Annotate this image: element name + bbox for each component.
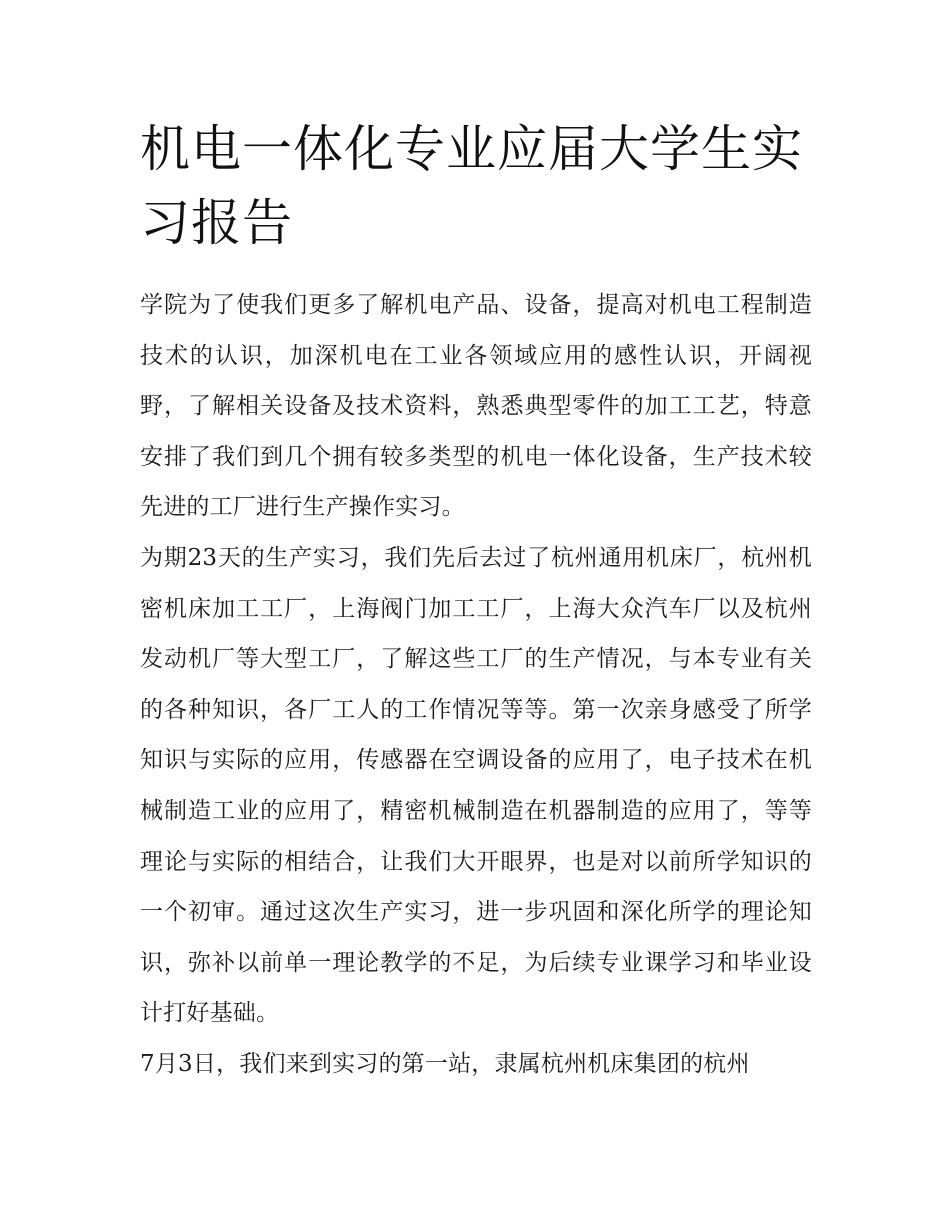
document-body (140, 280, 812, 1090)
paragraph-internship-overview: 为期23天的生产实习，我们先后去过了杭州通用机床厂，杭州机密机床加工工厂，上海阀门加工工厂，上海大众汽车厂以及杭州发动机厂等大型工厂，了解这些工厂的生产情况，与本专业有关的各种知识，各厂工人的工作情况等等。第一次亲身感受了所学知识与实际的应用，传感器在空调设备的应用了，电子技术在机械制造工业的应用了，精密机械制造在机器制造的应用了，等等理论与实际的相结合，让我们大开眼界，也是对以前所学知识的一个初审。通过这次生产实习，进一步巩固和深化所学的理论知识，弥补以前单一理论教学的不足，为后续专业课学习和毕业设计打好基础。 (140, 544, 812, 1027)
paragraph-first-stop: 7月3日，我们来到实习的第一站，隶属杭州机床集团的杭州 (140, 1050, 750, 1077)
paragraph-intro: 学院为了使我们更多了解机电产品、设备，提高对机电工程制造技术的认识，加深机电在工业各领域应用的感性认识，开阔视野，了解相关设备及技术资料，熟悉典型零件的加工工艺，特意安排了我们到几个拥有较多类型的机电一体化设备，生产技术较先进的工厂进行生产操作实习。 (140, 292, 812, 521)
document-title: 机电一体化专业应届大学生实习报告 (140, 120, 803, 252)
